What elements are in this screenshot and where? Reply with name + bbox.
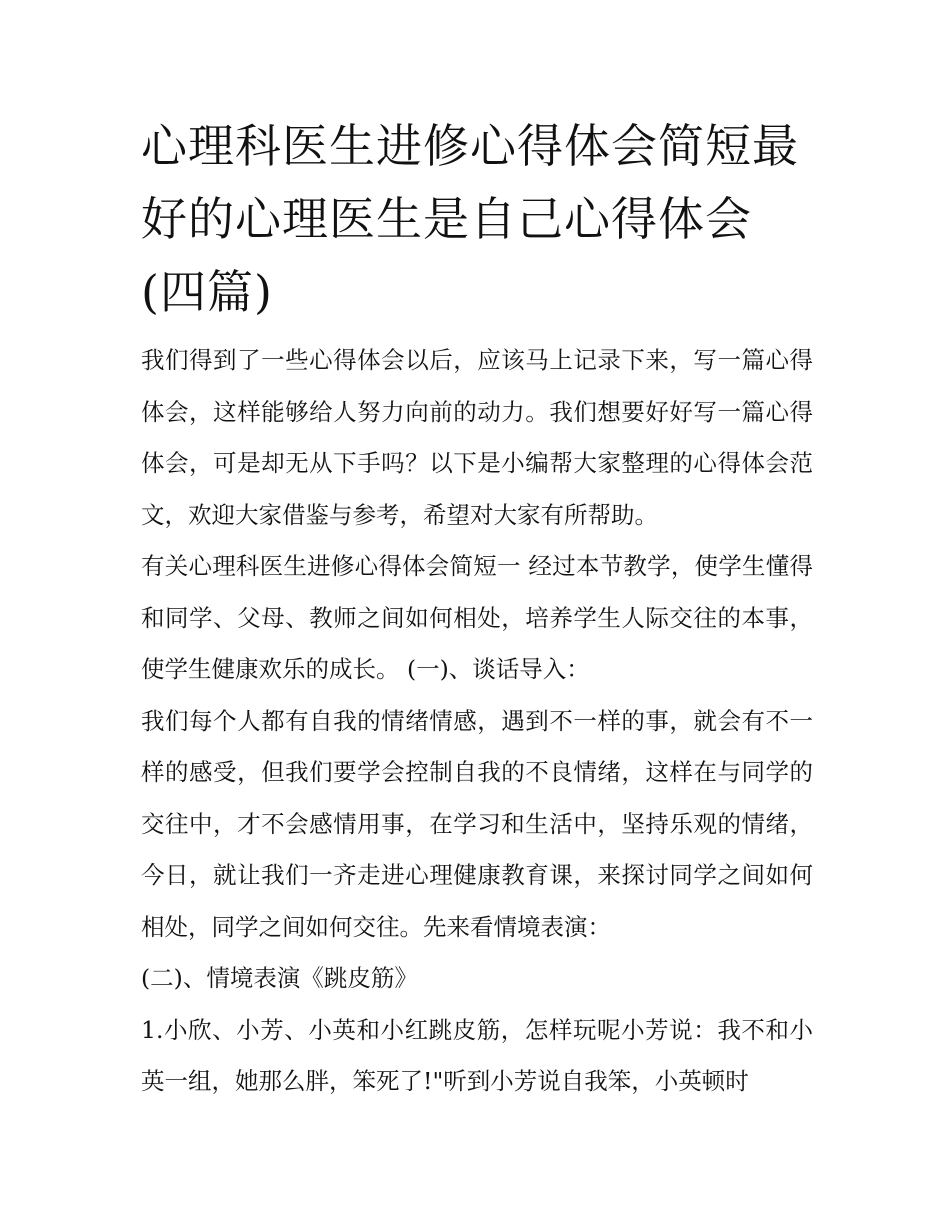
intro-paragraph: 我们得到了一些心得体会以后，应该马上记录下来，写一篇心得体会，这样能够给人努力向前的动力。我们想要好好写一篇心得体会，可是却无从下手吗？以下是小编帮大家整理的心得体会范文，欢迎大家借鉴与参考，希望对大家有所帮助。 bbox=[141, 346, 813, 529]
document-page bbox=[141, 110, 813, 1108]
section-two-heading: (二)、情境表演《跳皮筋》 bbox=[141, 964, 418, 992]
section-one-paragraph: 有关心理科医生进修心得体会简短一 经过本节教学，使学生懂得和同学、父母、教师之间如何相处，培养学生人际交往的本事，使学生健康欢乐的成长。 (一)、谈话导入： bbox=[141, 552, 813, 683]
story-paragraph: 1.小欣、小芳、小英和小红跳皮筋，怎样玩呢小芳说：我不和小英一组，她那么胖，笨死了!"听到小芳说自我笨，小英顿时 bbox=[141, 1015, 813, 1095]
document-title: 心理科医生进修心得体会简短最好的心理医生是自己心得体会(四篇) bbox=[141, 119, 799, 319]
emotion-paragraph: 我们每个人都有自我的情绪情感，遇到不一样的事，就会有不一样的感受，但我们要学会控制自我的不良情绪，这样在与同学的交往中，才不会感情用事，在学习和生活中，坚持乐观的情绪，今日，就让我们一齐走进心理健康教育课，来探讨同学之间如何相处，同学之间如何交往。先来看情境表演： bbox=[141, 706, 813, 941]
